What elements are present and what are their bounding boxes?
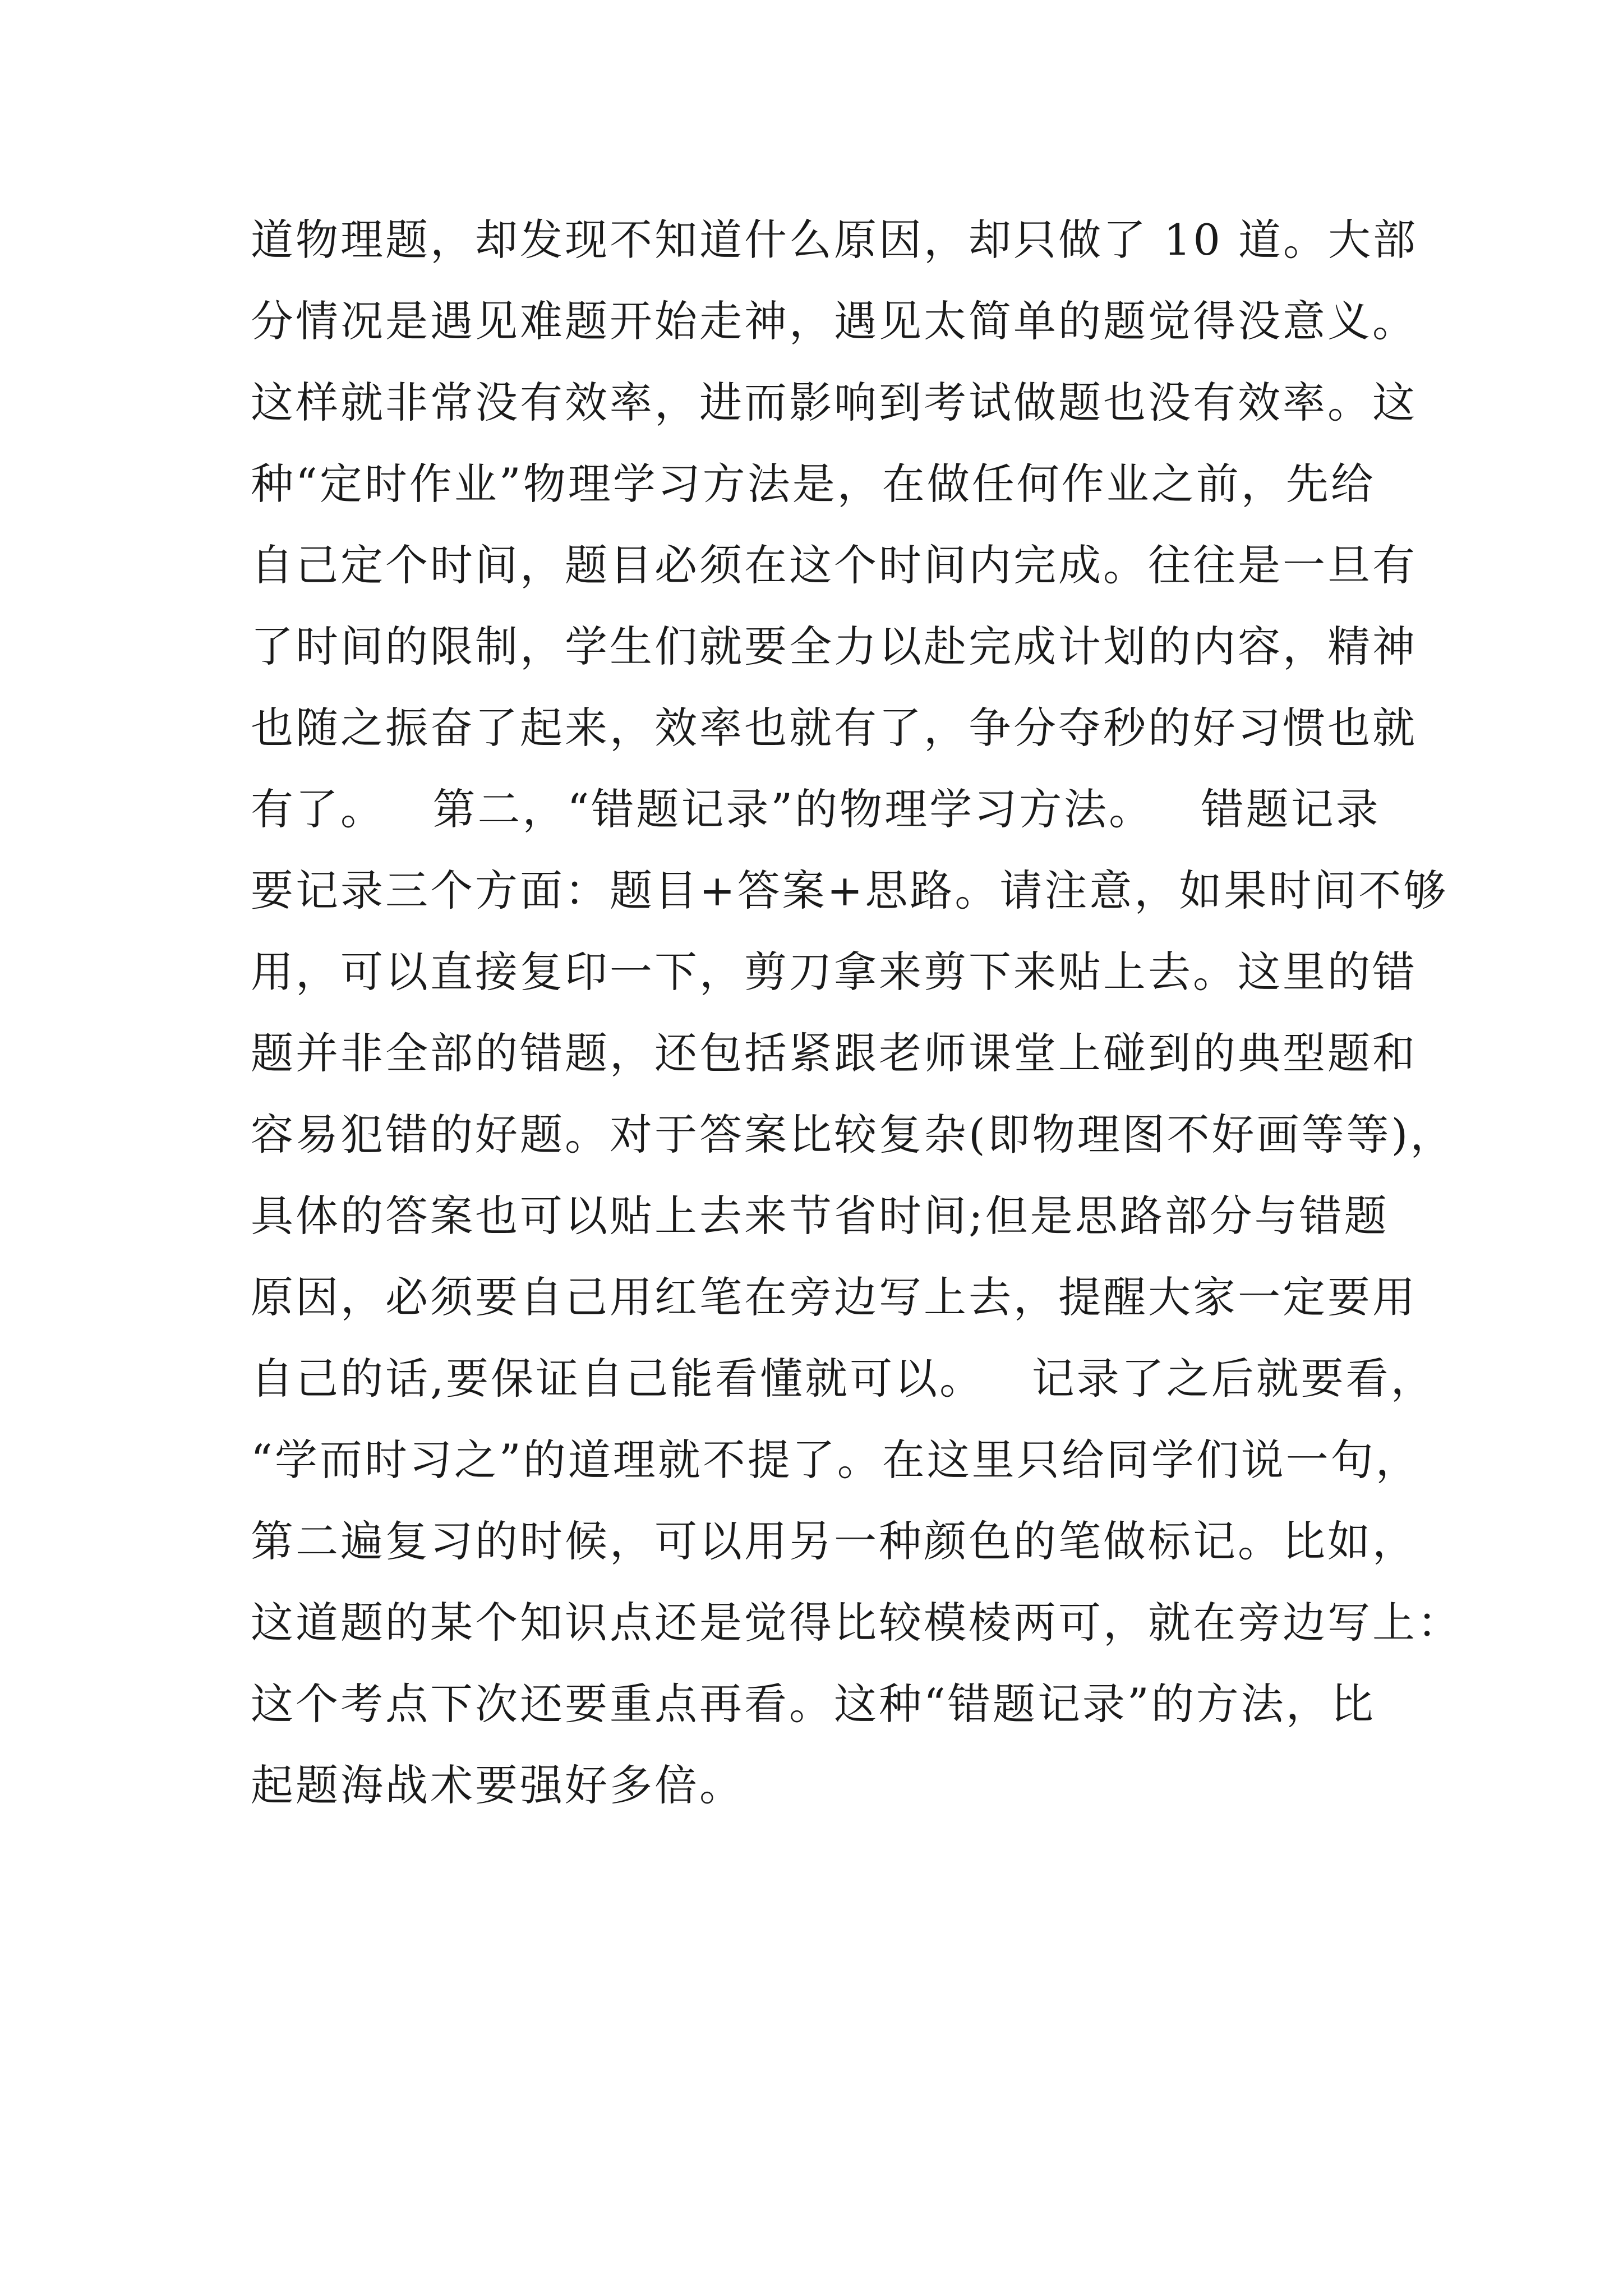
text-line: 有了。 第二，“错题记录”的物理学习方法。 错题记录: [251, 784, 1381, 834]
text-line: 这样就非常没有效率，进而影响到考试做题也没有效率。这: [251, 378, 1417, 427]
text-line: 起题海战术要强好多倍。: [251, 1760, 744, 1810]
text-line: 要记录三个方面：题目+答案+思路。请注意，如果时间不够: [251, 866, 1449, 915]
text-line: 第二遍复习的时候，可以用另一种颜色的笔做标记。比如，: [251, 1516, 1417, 1566]
text-line: 了时间的限制，学生们就要全力以赴完成计划的内容，精神: [251, 622, 1417, 671]
text-line: 容易犯错的好题。对于答案比较复杂(即物理图不好画等等)，: [251, 1110, 1455, 1159]
text-line: 自己定个时间，题目必须在这个时间内完成。往往是一旦有: [251, 540, 1417, 590]
text-line: 种“定时作业”物理学习方法是，在做任何作业之前，先给: [251, 459, 1376, 509]
text-line: 这个考点下次还要重点再看。这种“错题记录”的方法，比: [251, 1679, 1376, 1729]
text-line: 分情况是遇见难题开始走神，遇见太简单的题觉得没意义。: [251, 296, 1417, 346]
text-line: 自己的话,要保证自己能看懂就可以。 记录了之后就要看，: [251, 1354, 1436, 1404]
text-line: 这道题的某个知识点还是觉得比较模棱两可，就在旁边写上：: [251, 1598, 1462, 1648]
text-line: 题并非全部的错题，还包括紧跟老师课堂上碰到的典型题和: [251, 1028, 1417, 1078]
text-line: “学而时习之”的道理就不提了。在这里只给同学们说一句，: [251, 1435, 1421, 1485]
text-line: 具体的答案也可以贴上去来节省时间;但是思路部分与错题: [251, 1191, 1389, 1241]
body-text: [251, 212, 1462, 1839]
text-line: 原因，必须要自己用红笔在旁边写上去，提醒大家一定要用: [251, 1272, 1417, 1322]
text-line: 道物理题，却发现不知道什么原因，却只做了 10 道。大部: [251, 215, 1418, 265]
text-line: 用，可以直接复印一下，剪刀拿来剪下来贴上去。这里的错: [251, 947, 1417, 997]
text-line: 也随之振奋了起来，效率也就有了，争分夺秒的好习惯也就: [251, 703, 1417, 753]
